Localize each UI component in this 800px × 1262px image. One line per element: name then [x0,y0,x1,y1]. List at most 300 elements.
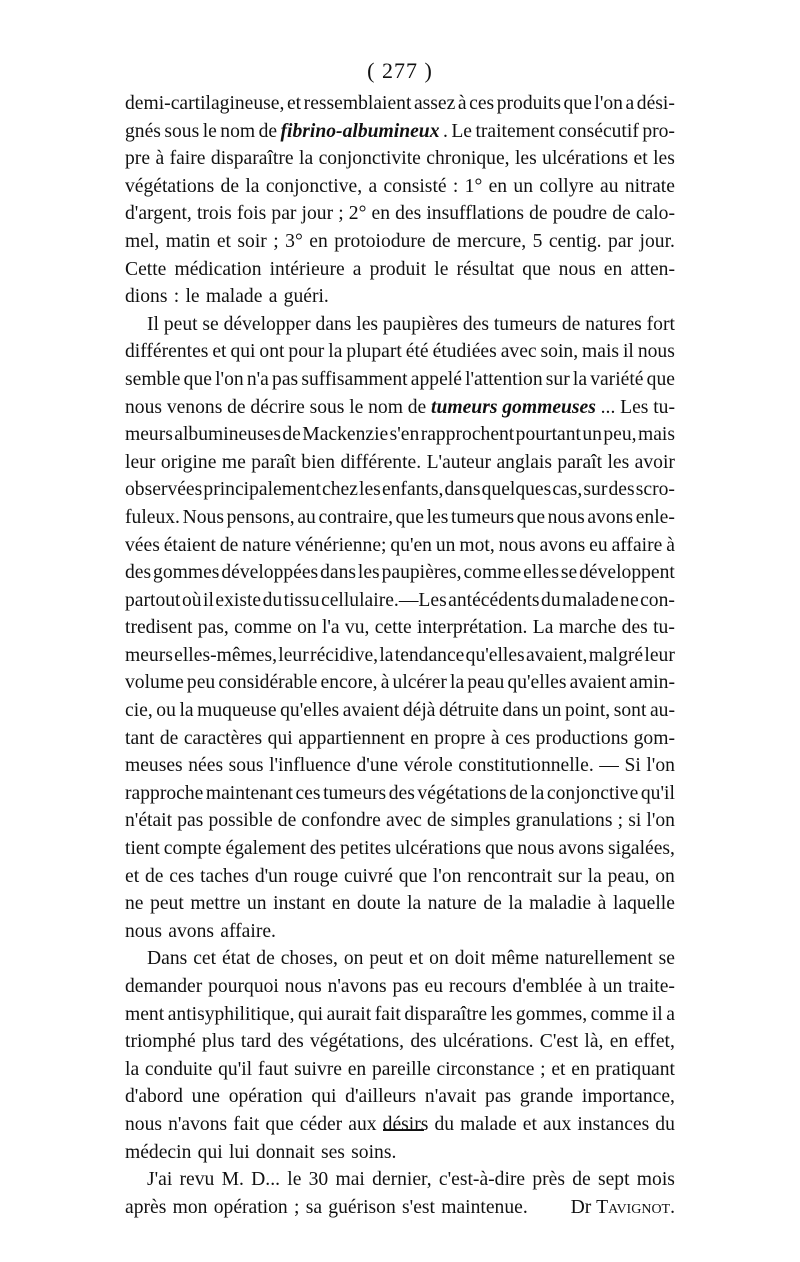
word: simples [450,810,511,832]
word: comme [234,617,292,639]
word: observées [125,479,203,501]
word: caractères [183,727,263,749]
word: cette [374,617,412,639]
word: d'un [254,865,288,887]
word: : [173,286,180,308]
word: C'est [539,1031,579,1053]
text-line [125,918,675,946]
word: chez [322,479,358,501]
word: Si [624,755,641,777]
word: de [612,203,631,225]
word: disparaître [404,1003,488,1025]
closing-text [125,1194,528,1222]
word: paraît [557,451,603,473]
word: mel, [125,230,160,252]
word: que [265,1113,294,1135]
word: l'on [594,93,623,114]
word: trois [196,203,232,225]
word: il [203,589,214,611]
word: faire [169,148,206,170]
word: meurs [125,644,173,666]
word: variété [590,368,644,390]
word: les [653,148,675,170]
word: nous [558,258,596,280]
word: qu'en [390,534,432,556]
word: circonstance [436,1058,535,1080]
word: mettre [190,893,241,915]
word: peau, [607,865,650,887]
word: la [450,672,465,694]
word: soins. [351,1141,397,1163]
word: d'abord [125,1086,183,1108]
word: que [563,93,592,114]
word: vénérienne; [295,534,387,556]
word: pas [392,976,419,997]
word: on [655,865,675,887]
text-line [125,118,675,146]
word: sous [309,396,345,418]
word: nous [637,341,675,363]
word: la [379,644,394,666]
text-line [125,1083,675,1111]
word: les [607,451,630,473]
word: à [490,727,500,749]
word: Il [147,313,159,335]
word: le [185,286,200,308]
word: nom [368,396,403,418]
word: l'a [321,617,340,639]
word: fois [236,203,267,225]
word: enfants, [381,479,444,501]
word: tu- [653,617,675,639]
word: été [405,341,429,363]
word: quelques [481,479,552,501]
word: ces [469,93,495,114]
paragraph [125,945,675,1166]
word: les [359,479,381,501]
word: plupart [346,341,402,363]
word: tumeurs [450,506,515,528]
word: avaient [569,672,627,694]
text-line [125,145,675,173]
word: pas, [197,617,229,639]
word: opération [213,1196,288,1218]
word: sur [545,368,570,390]
word: végétations, [309,1031,405,1053]
word: consécutif [558,120,639,142]
word: a [352,258,362,280]
text-line [125,1139,675,1167]
word: de [256,948,275,970]
word: on [429,948,449,970]
text-line [125,504,675,532]
word: avons [168,920,215,942]
word: mais [637,424,675,446]
word: malade [205,286,263,308]
word: elles-mêmes, [174,644,278,666]
word: malade [460,1113,517,1135]
word: l'on [215,368,244,390]
word: et [125,865,140,887]
word: consisté [383,175,447,197]
word: la [587,865,602,887]
word: en [410,727,429,749]
word: en [371,203,391,225]
word: au- [649,700,675,722]
word: nature [242,534,292,556]
word: recours [448,976,507,997]
word: de [407,396,427,418]
word: que [398,865,428,887]
word: des [621,617,648,639]
word: mot, [459,534,495,556]
word: peut [150,893,184,915]
word: maintenant [205,782,293,804]
word: ne [620,589,639,611]
word: gnés [125,120,161,142]
word: d'argent, [125,203,192,225]
word: tant [125,727,155,749]
word: sous [228,755,264,777]
word: avec [385,810,422,832]
word: dans [315,313,352,335]
word: protoiodure [334,230,426,252]
word: ; [617,810,624,832]
text-line [125,807,675,835]
word: meuses [125,755,183,777]
word: atten- [630,258,675,280]
word: céder [299,1113,343,1135]
word: que [183,368,212,390]
word: ces [295,782,321,804]
word: scro- [635,479,675,501]
word: un [541,700,562,722]
word: pro- [642,120,675,142]
word: d'emblée [512,976,583,997]
word: cellulaire.—Les [321,589,447,611]
word: la [125,1058,140,1080]
word: les [357,562,380,584]
word: affaire. [220,920,276,942]
word: qui [267,727,293,749]
word: produit [369,258,427,280]
word: l'on [646,755,675,777]
word: par [608,230,634,252]
word: ; [293,1196,300,1218]
word: gommes [153,562,220,584]
word: lui [228,1141,250,1163]
word: à [457,93,467,114]
word: fort [646,313,675,335]
word: à [597,893,607,915]
word: leur [644,644,675,666]
word: affaire [611,534,663,556]
word: d'une [356,755,399,777]
word: développer [223,313,311,335]
word: il [622,341,634,363]
text-line [125,1056,675,1084]
word: des [462,313,489,335]
word: comme [463,562,522,584]
word: donnait [255,1141,315,1163]
word: rapprochent [420,424,515,446]
word: — [599,755,619,777]
text-line [125,173,675,201]
word: que [516,506,546,528]
word: végétations [417,782,507,804]
paragraph [125,90,675,311]
word: albumineuses [174,424,281,446]
word: comme [590,1003,649,1025]
word: il [651,1003,663,1025]
word: des [309,838,337,860]
word: tu- [653,396,675,418]
word: de [509,782,528,804]
word: natures [585,313,642,335]
word: sept [597,1169,630,1191]
word: peu, [603,424,637,446]
word: en [309,230,328,252]
word: volume [125,672,184,694]
word: décrire [250,396,305,418]
text-line [125,945,675,973]
text-line [125,890,675,918]
word: on [343,948,364,970]
word: 5 [532,230,543,252]
word: a [368,175,378,197]
word: à [588,976,597,997]
word: rapproche [125,782,204,804]
word: tard [240,1031,272,1053]
word: ulcérations [542,148,629,170]
word: encore, [320,672,378,694]
word: n'a [246,368,269,390]
word: un [513,175,534,197]
word: un [246,893,267,915]
word: gommeuses [502,396,596,418]
word: avons [558,838,605,860]
word: 2° [348,203,367,225]
word: marche [558,617,617,639]
word: opération [228,1086,303,1108]
word: avaient [342,700,400,722]
word: différentes [125,341,209,363]
word: collyre [539,175,594,197]
word: le [287,1169,302,1191]
word: : [452,175,459,197]
word: la [508,893,523,915]
text-line [125,863,675,891]
word: par [271,203,297,225]
word: ... [600,396,616,418]
word: du [262,589,283,611]
word: constitutionnelle. [458,755,594,777]
word: point, [565,700,611,722]
word: interprétation. [417,617,528,639]
text-line [125,752,675,780]
word: déjà [402,700,436,722]
word: en [571,1058,590,1080]
word: a [625,93,635,114]
word: ; [338,203,344,225]
word: l'attention [465,368,543,390]
word: de [227,396,246,418]
word: tumeurs [431,396,498,418]
word: pas [177,810,204,832]
word: ou [156,700,176,722]
word: soir [237,230,267,252]
word: du [541,589,561,611]
word: vées [125,534,160,556]
word: dions [125,286,168,308]
word: des [395,203,422,225]
word: qu'elles [465,644,525,666]
word: propre [434,727,486,749]
word: gommes, [515,1003,588,1025]
text-line [125,669,675,697]
word: où [181,589,202,611]
word: semble [125,368,181,390]
word: de [220,175,240,197]
text-line [125,614,675,642]
word: avoir [634,451,675,473]
word: la [572,368,588,390]
text-line [125,559,675,587]
text-line [125,587,675,615]
word: d'ailleurs [345,1086,417,1108]
word: a [268,286,278,308]
word: que [395,506,424,528]
word: Les [620,396,649,418]
word: résultat [456,258,515,280]
signature [571,1194,675,1222]
word: conjonctive [546,782,639,804]
word: contraire, [318,506,393,528]
text-line [125,394,675,422]
word: fuleux. [125,506,180,528]
word: fait [374,1003,401,1025]
word: la [328,341,343,363]
word: considérable [218,672,318,694]
word: pas [485,1086,512,1108]
word: Nous [182,506,224,528]
word: nous [517,838,555,860]
text-line [125,1028,675,1056]
word: disparaître [210,148,294,170]
text-line [125,366,675,394]
word: J'ai [147,1169,173,1191]
paragraph [125,311,675,946]
word: qu'elles [507,672,567,694]
word: pre [125,148,151,170]
word: médication [174,258,262,280]
word: mon [172,1196,208,1218]
word: importance, [581,1086,675,1108]
word: pour [288,341,325,363]
word: intérieure [269,258,345,280]
text-line [125,1001,675,1029]
word: nous [498,534,536,556]
word: des [608,479,635,501]
word: . [442,120,448,142]
word: peu [186,672,216,694]
word: aux [348,1113,377,1135]
word: conjonctivite [318,148,421,170]
word: ont [259,341,285,363]
word: D... [251,1169,281,1191]
word: l'influence [269,755,351,777]
word: l'on [432,865,462,887]
word: récidive, [310,644,379,666]
word: doit [454,948,486,970]
word: elles [523,562,559,584]
word: que [522,258,551,280]
word: des [277,1031,304,1053]
body-text [125,90,675,1221]
word: de [483,893,502,915]
word: tendance [394,644,465,666]
word: malade [562,589,619,611]
word: et [216,230,231,252]
word: la [530,782,545,804]
word: sur [583,479,608,501]
word: guéri. [283,286,329,308]
word: chronique, [426,148,510,170]
word: instant [273,893,326,915]
word: traitement [475,120,555,142]
word: à [155,148,165,170]
word: Cette [125,258,167,280]
word: calo- [635,203,675,225]
word: médecin [125,1141,192,1163]
word: de [159,727,179,749]
text-line [125,311,675,339]
word: pourtant [515,424,581,446]
word: doute [357,893,401,915]
word: plus [201,1031,235,1053]
text-line [125,421,675,449]
word: des [125,562,152,584]
word: végétations [125,175,215,197]
word: instances [577,1113,650,1135]
word: aux [543,1113,572,1135]
word: à [666,534,675,556]
text-line [125,476,675,504]
word: s'est [402,1196,435,1218]
word: soin, [540,341,579,363]
word: après [125,1196,167,1218]
word: le [349,396,364,418]
signature-title: Dr [570,1196,592,1218]
word: à [380,672,390,694]
word: sigalées, [608,838,675,860]
word: et [286,93,302,114]
word: si [628,810,642,832]
word: de [258,120,278,142]
word: avaient, [525,644,588,666]
word: anglais [496,451,552,473]
word: un [435,534,456,556]
word: demi-cartilagineuse, [125,93,285,114]
word: muqueuse [197,700,277,722]
word: Dans [147,948,188,970]
word: appartiennent [298,727,405,749]
word: grande [519,1086,574,1108]
word: laquelle [612,893,675,915]
word: effet, [634,1031,675,1053]
word: qu'elles [280,700,340,722]
word: n'avait [424,1086,477,1108]
